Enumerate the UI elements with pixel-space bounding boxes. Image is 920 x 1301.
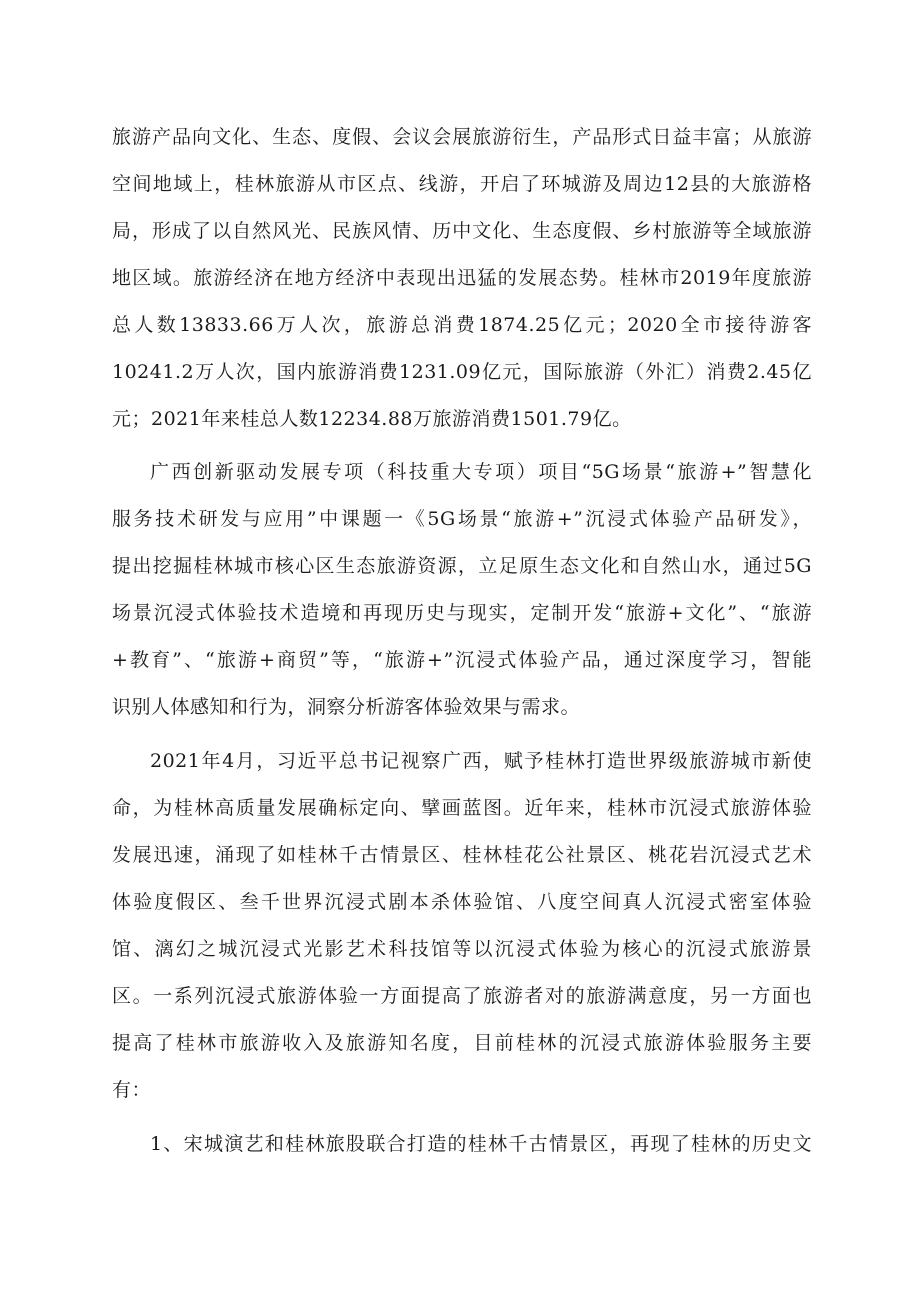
text-line: 广西创新驱动发展专项（科技重大专项）项目“5G场景“旅游+”智慧化: [150, 461, 812, 483]
text-line: 10241.2万人次，国内旅游消费1231.09亿元，国际旅游（外汇）消费2.45亿: [112, 361, 812, 383]
text-line: 2021年4月，习近平总书记视察广西，赋予桂林打造世界级旅游城市新使: [150, 750, 812, 772]
text-line: 发展迅速，涌现了如桂林千古情景区、桂林桂花公社景区、桃花岩沉浸式艺术: [112, 844, 812, 866]
text-line: 识别人体感知和行为，洞察分析游客体验效果与需求。: [112, 696, 581, 718]
text-line: 体验度假区、叁千世界沉浸式剧本杀体验馆、八度空间真人沉浸式密室体验: [112, 891, 812, 913]
text-line: 总人数13833.66万人次，旅游总消费1874.25亿元；2020全市接待游客: [112, 314, 812, 336]
text-line: 元；2021年来桂总人数12234.88万旅游消费1501.79亿。: [112, 408, 632, 430]
text-line: 旅游产品向文化、生态、度假、会议会展旅游衍生，产品形式日益丰富；从旅游: [112, 126, 812, 148]
text-line: 服务技术研发与应用”中课题一《5G场景“旅游+”沉浸式体验产品研发》，: [112, 508, 812, 530]
text-line: 有：: [112, 1079, 152, 1101]
text-line: 地区域。旅游经济在地方经济中表现出迅猛的发展态势。桂林市2019年度旅游: [112, 267, 812, 289]
text-line: 区。一系列沉浸式旅游体验一方面提高了旅游者对的旅游满意度，另一方面也: [112, 985, 812, 1007]
text-line: 空间地域上，桂林旅游从市区点、线游，开启了环城游及周边12县的大旅游格: [112, 173, 812, 195]
text-line: 1、宋城演艺和桂林旅股联合打造的桂林千古情景区，再现了桂林的历史文: [150, 1133, 812, 1155]
text-line: 场景沉浸式体验技术造境和再现历史与现实，定制开发“旅游+文化”、“旅游: [112, 602, 812, 624]
text-line: 局，形成了以自然风光、民族风情、历中文化、生态度假、乡村旅游等全域旅游: [112, 220, 812, 242]
text-line: +教育”、“旅游+商贸”等，“旅游+”沉浸式体验产品，通过深度学习，智能: [112, 649, 812, 671]
text-line: 命，为桂林高质量发展确标定向、擘画蓝图。近年来，桂林市沉浸式旅游体验: [112, 797, 812, 819]
text-line: 提高了桂林市旅游收入及旅游知名度，目前桂林的沉浸式旅游体验服务主要: [112, 1032, 812, 1054]
text-line: 提出挖掘桂林城市核心区生态旅游资源，立足原生态文化和自然山水，通过5G: [112, 555, 812, 577]
text-line: 馆、漓幻之城沉浸式光影艺术科技馆等以沉浸式体验为核心的沉浸式旅游景: [112, 938, 812, 960]
